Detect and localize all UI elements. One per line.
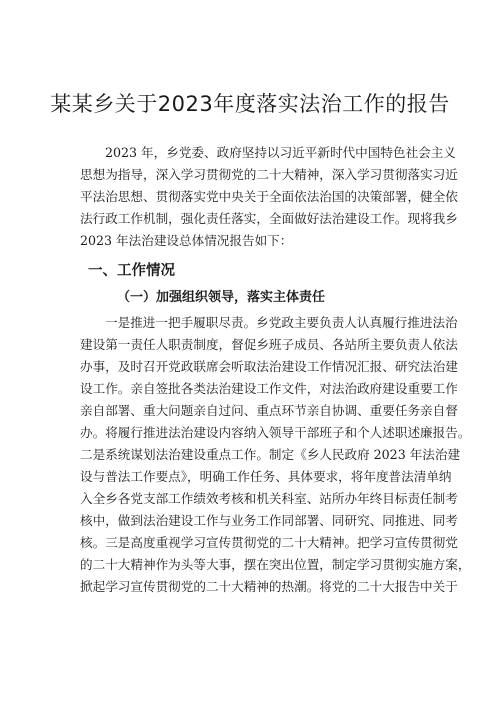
intro-line: 法行政工作机制，强化责任落实，全面做好法治建设工作。现将我乡 [80, 211, 458, 226]
body-line: 的二十大精神作为头等大事，摆在突出位置，制定学习贯彻实施方案， [80, 557, 471, 572]
body-line: 办。将履行推进法治建设内容纳入领导干部班子和个人述职述廉报告。 [80, 425, 471, 440]
subsection-heading: （一）加强组织领导，落实主体责任 [117, 290, 326, 305]
body-line: 建设第一责任人职责制度，督促乡班子成员、各站所主要负责人依法 [80, 337, 458, 352]
body-line: 亲自部署、重大问题亲自过问、重点环节亲自协调、重要任务亲自督 [80, 403, 458, 418]
body-line: 一是推进一把手履职尽责。乡党政主要负责人认真履行推进法治 [105, 315, 458, 330]
body-line: 入全乡各党支部工作绩效考核和机关科室、站所办年终目标责任制考 [80, 491, 458, 506]
section-heading: 一、工作情况 [88, 263, 175, 279]
body-line: 核中，做到法治建设工作与业务工作同部署、同研究、同推进、同考 [80, 513, 458, 528]
intro-line: 思想为指导，深入学习贯彻党的二十大精神，深入学习贯彻落实习近 [80, 167, 458, 182]
body-line: 核。三是高度重视学习宣传贯彻党的二十大精神。把学习宣传贯彻党 [80, 535, 458, 550]
document-title: 某某乡关于2023年度落实法治工作的报告 [50, 92, 450, 116]
body-line: 二是系统谋划法治建设重点工作。制定《乡人民政府 2023 年法治建 [80, 447, 461, 462]
body-line: 设工作。亲自签批各类法治建设工作文件，对法治政府建设重要工作 [80, 381, 458, 396]
intro-line: 平法治思想、贯彻落实党中央关于全面依法治国的决策部署，健全依 [80, 189, 458, 204]
body-line: 办事，及时召开党政联席会听取法治建设工作情况汇报、研究法治建 [80, 359, 458, 374]
intro-line: 2023 年法治建设总体情况报告如下： [80, 233, 293, 248]
body-line: 掀起学习宣传贯彻党的二十大精神的热潮。将党的二十大报告中关于 [80, 579, 458, 594]
intro-line: 2023 年，乡党委、政府坚持以习近平新时代中国特色社会主义 [105, 145, 456, 160]
body-line: 设与普法工作要点》，明确工作任务、具体要求，将年度普法清单纳 [80, 469, 452, 484]
